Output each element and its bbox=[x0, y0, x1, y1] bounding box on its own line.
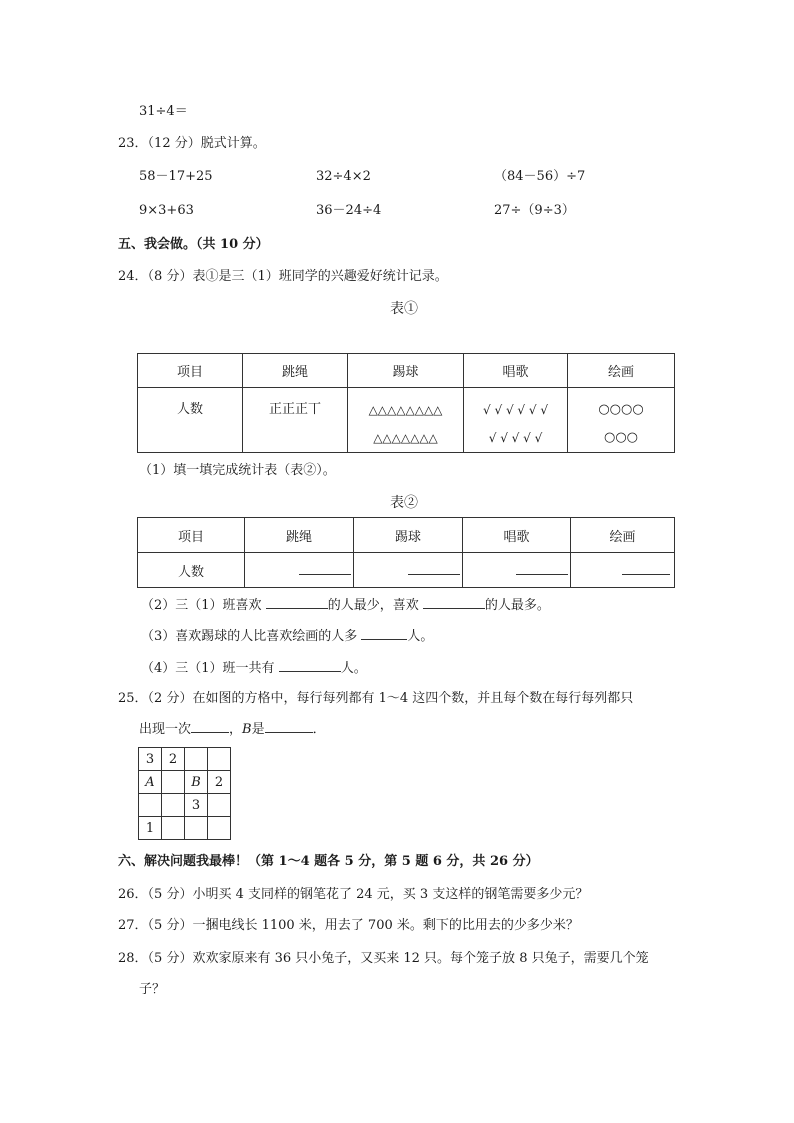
grid-cell: 1 bbox=[139, 817, 162, 840]
tally-sing-line-1: √ √ √ √ √ √ bbox=[483, 403, 548, 417]
tally-drawing bbox=[568, 388, 675, 453]
t2-blank-jump[interactable] bbox=[245, 553, 354, 588]
sub2-blank-least[interactable] bbox=[266, 596, 328, 609]
table2-caption: 表② bbox=[390, 495, 418, 511]
header-kick-ball: 踢球 bbox=[348, 354, 464, 388]
q24-title: 24．（8 分）表①是三（1）班同学的兴趣爱好统计记录。 bbox=[118, 269, 448, 284]
sub3-text-a: （3）喜欢踢球的人比喜欢绘画的人多 bbox=[141, 629, 358, 644]
grid-cell bbox=[208, 794, 231, 817]
tally-kick-line-2: △△△△△△△ bbox=[373, 431, 438, 445]
tally-sing-line-2: √ √ √ √ √ bbox=[488, 431, 543, 445]
q25-blank-b[interactable] bbox=[265, 720, 313, 733]
grid-cell bbox=[208, 748, 231, 771]
q25-blank-a[interactable] bbox=[191, 720, 229, 733]
grid-cell bbox=[208, 817, 231, 840]
q26: 26．（5 分）小明买 4 支同样的钢笔花了 24 元，买 3 支这样的钢笔需要多少元？ bbox=[118, 887, 589, 902]
sub2-text-b: 的人最少，喜欢 bbox=[327, 598, 419, 613]
q25-line-2 bbox=[139, 720, 326, 739]
sub4-text-b: 人。 bbox=[340, 661, 367, 676]
grid-cell bbox=[162, 817, 185, 840]
sub2-text-a: （2）三（1）班喜欢 bbox=[141, 598, 262, 613]
q25-text-a: 出现一次 bbox=[139, 722, 192, 737]
q23-title: 23．（12 分）脱式计算。 bbox=[118, 136, 266, 151]
q28-line-1: 28．（5 分）欢欢家原来有 36 只小兔子，又买来 12 只。每个笼子放 8 只兔子，需要几个笼 bbox=[118, 951, 649, 966]
t2-header-jump-rope: 跳绳 bbox=[245, 518, 354, 553]
t2-blank-kick[interactable] bbox=[354, 553, 463, 588]
tally-jump-rope: 正正正丅 bbox=[243, 388, 348, 453]
number-grid bbox=[138, 747, 231, 840]
grid-cell-a: A bbox=[139, 771, 162, 794]
q22-tail: 31÷4＝ bbox=[139, 104, 188, 119]
fill-table bbox=[137, 517, 675, 588]
grid-cell bbox=[162, 771, 185, 794]
grid-cell bbox=[185, 817, 208, 840]
grid-cell: 2 bbox=[162, 748, 185, 771]
header-singing: 唱歌 bbox=[464, 354, 568, 388]
q25-text-b-var: B bbox=[242, 722, 252, 737]
header-jump-rope: 跳绳 bbox=[243, 354, 348, 388]
sub2-blank-most[interactable] bbox=[423, 596, 485, 609]
grid-cell: 3 bbox=[185, 794, 208, 817]
tally-draw-line-2: ○○○ bbox=[603, 430, 639, 445]
q25-text-is: 是 bbox=[251, 722, 265, 737]
q25-text-comma: ， bbox=[229, 722, 243, 737]
grid-cell bbox=[185, 748, 208, 771]
q28-line-2: 子？ bbox=[139, 982, 166, 997]
sub3-text-b: 人。 bbox=[407, 629, 434, 644]
q23-expr-2: 32÷4×2 bbox=[316, 169, 371, 184]
sub4-blank[interactable] bbox=[279, 659, 341, 672]
t2-header-singing: 唱歌 bbox=[463, 518, 571, 553]
q23-expr-4: 9×3+63 bbox=[139, 203, 194, 218]
header-drawing: 绘画 bbox=[568, 354, 675, 388]
t2-row-label: 人数 bbox=[138, 553, 245, 588]
q23-expr-1: 58－17+25 bbox=[139, 169, 213, 184]
section-6-heading: 六、解决问题我最棒！（第 1～4 题各 5 分，第 5 题 6 分，共 26 分） bbox=[118, 854, 539, 869]
sub2-text-c: 的人最多。 bbox=[484, 598, 550, 613]
q25-line-1: 25．（2 分）在如图的方格中，每行每列都有 1～4 这四个数，并且每个数在每行每列都只 bbox=[118, 691, 634, 706]
tally-kick-line-1: △△△△△△△△ bbox=[368, 403, 443, 417]
q23-expr-3: （84－56）÷7 bbox=[494, 169, 586, 184]
q24-sub-2 bbox=[141, 596, 550, 615]
grid-cell bbox=[139, 794, 162, 817]
tally-table bbox=[137, 353, 675, 453]
t2-blank-draw[interactable] bbox=[571, 553, 675, 588]
tally-kick-ball bbox=[348, 388, 464, 453]
q23-expr-6: 27÷（9÷3） bbox=[494, 203, 575, 218]
grid-cell: 3 bbox=[139, 748, 162, 771]
row-label-count: 人数 bbox=[138, 388, 243, 453]
t2-blank-sing[interactable] bbox=[463, 553, 571, 588]
sub4-text-a: （4）三（1）班一共有 bbox=[141, 661, 275, 676]
q23-expr-5: 36－24÷4 bbox=[316, 203, 382, 218]
grid-cell bbox=[162, 794, 185, 817]
section-5-heading: 五、我会做。（共 10 分） bbox=[118, 237, 269, 252]
table1-caption: 表① bbox=[390, 301, 418, 317]
header-item: 项目 bbox=[138, 354, 243, 388]
q27: 27．（5 分）一捆电线长 1100 米，用去了 700 米。剩下的比用去的少多少米？ bbox=[118, 918, 579, 933]
tally-singing bbox=[464, 388, 568, 453]
q24-sub-4 bbox=[141, 659, 367, 678]
q24-sub-3 bbox=[141, 627, 433, 646]
grid-cell: 2 bbox=[208, 771, 231, 794]
t2-header-kick-ball: 踢球 bbox=[354, 518, 463, 553]
tally-draw-line-1: ○○○○ bbox=[598, 402, 644, 417]
sub3-blank[interactable] bbox=[361, 627, 407, 640]
q24-sub-1: （1）填一填完成统计表（表②）。 bbox=[139, 463, 336, 478]
grid-cell-b: B bbox=[185, 771, 208, 794]
q25-text-period: ． bbox=[312, 722, 326, 737]
t2-header-drawing: 绘画 bbox=[571, 518, 675, 553]
t2-header-item: 项目 bbox=[138, 518, 245, 553]
